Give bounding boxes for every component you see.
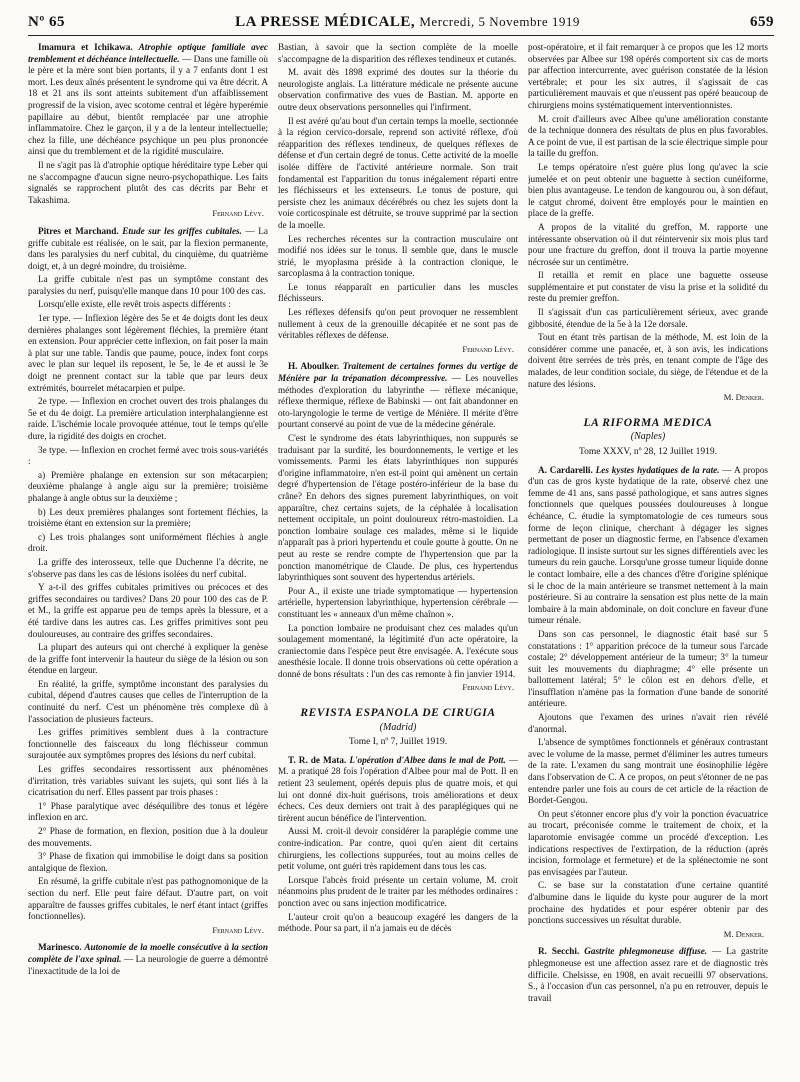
section-city: (Naples) bbox=[630, 431, 666, 443]
article-text: — Dans une famille où le père et la mère sont bien portants, il y a 7 enfants dont 1 est mort. Les deux aînés présentent le syndrome qui va être décrit. A 18 et 21 ans ils sont atteints subitement d'un affaiblissement progressif de la vision, avec scotome central et légère hyperémie papillaire au début, bientôt remplacée par une atrophie inflammatoire. Chez le garçon, il y a de la lenteur intellectuelle; chez la fille, une déchéance psychique un peu plus prononcée ainsi que du tremblement et de la rigidité musculaire. bbox=[28, 53, 268, 157]
paragraph: On peut s'étonner encore plus d'y voir la ponction évacuatrice au trocart, préconisée comme le traitement de choix, et la laparotomie envisagée comme un procédé d'exception. Les indications respectives de l'extirpation, de la réduction (après incision, formolage et fermeture) et de la splénectomie ne sont pas envisagées par l'auteur. bbox=[528, 808, 768, 877]
paragraph: En réalité, la griffe, symptôme inconstant des paralysies du cubital, dépend d'autres causes que celles de l'interruption de la continuité du nerf. C'est un phénomène très complexe dû à l'association de plusieurs facteurs. bbox=[28, 678, 268, 724]
paragraph: La griffe cubitale n'est pas un symptôme constant des paralysies du nerf, puisqu'elle manque dans 10 pour 100 des cas. bbox=[28, 274, 268, 296]
paragraph: Le tonus réapparaît en particulier dans les muscles fléchisseurs. bbox=[278, 281, 518, 304]
issue-number: Nº 65 bbox=[28, 14, 66, 30]
section-volume: Tome I, nº 7, Juillet 1919. bbox=[348, 737, 448, 748]
article-abstract bbox=[28, 42, 268, 158]
column-3 bbox=[528, 42, 768, 1074]
paragraph: Les griffes secondaires ressortissent aux phénomènes d'irritation, très variables suivant les sujets, qui sont liés à la cicatrisation du nerf. Elles passent par trois phases : bbox=[28, 764, 268, 798]
paragraph: La griffe des interosseux, telle que Duchenne l'a décrite, ne s'observe pas dans les cas de lésions isolées du nerf cubital. bbox=[28, 556, 268, 579]
paragraph: C. se base sur la constatation d'une certaine quantité d'albumine dans le liquide du kyste pour augurer de la mort prochaine des hydatides et pour espérer obtenir par des ponctions successives un résultat durable. bbox=[528, 880, 768, 926]
section-journal-title: REVISTA ESPANOLA DE CIRUGIA bbox=[300, 707, 496, 720]
section-journal-title: LA RIFORMA MEDICA bbox=[583, 416, 713, 429]
article-text: — La neurologie de guerre a démontré l'inexactitude de la loi de bbox=[28, 953, 268, 976]
paragraph: Il s'agissait d'un cas particulièrement sérieux, avec grande gibbosité, étendue de la 5e à la 12e dorsale. bbox=[528, 307, 768, 329]
paragraph: Ajoutons que l'examen des urines n'avait rien révélé d'anormal. bbox=[528, 712, 768, 734]
paragraph: L'absence de symptômes fonctionnels et généraux contrastant avec le volume de la masse, permet d'éliminer les autres tumeurs de la rate. L'examen du sang montrait une éosinophilie légère dans l'observation de C. A ce propos, on peut s'étonner de ne pas entendre parler une fois au cours de cet article de la réaction de Bordet-Gengou. bbox=[528, 737, 768, 806]
signature: Fernand Lévy. bbox=[462, 682, 514, 693]
signature: Fernand Lévy. bbox=[212, 208, 264, 219]
paragraph: post-opératoire, et il fait remarquer à ce propos que les 12 morts observées par Albee sur 198 opérés comportent six cas de morts par affection intercurrente, avec guérison constatée de la lésion vertébrale; et pour les six autres, il s'agissait de cas particulièrement mauvais et que n'eussent pas opéré beaucoup de chirurgiens moins systématiquement interventionnistes. bbox=[528, 42, 768, 110]
paragraph: Tout en étant très partisan de la méthode, M. est loin de la considérer comme une panacée, et, à son avis, les indications doivent être serrées de très près, en tenant compte de l'âge des malades, de leur condition sociale, du siège, de l'étendue et de la nature des lésions. bbox=[528, 332, 768, 389]
paragraph: c) Les trois phalanges sont uniformément fléchies à angle droit. bbox=[28, 531, 268, 554]
paragraph: Dans son cas personnel, le diagnostic était basé sur 5 constatations : 1° apparition précoce de la tumeur sous l'arcade costale; 2° développement antérieur de la tumeur; 3° la tumeur suit les mouvements du diaphragme; 4° elle présente un ballottement latéral; 5° le côlon est en dehors d'elle, et l'insufflation n'amène pas la formation d'une bande de sonorité antérieure. bbox=[528, 628, 768, 709]
paragraph: Il ne s'agit pas là d'atrophie optique héréditaire type Leber qui ne s'accompagne d'aucun signe neuro-psychopathique. Les faits signalés se rapprochent plutôt des cas décrits par Behr et Takashima. bbox=[28, 159, 268, 205]
page-header bbox=[28, 14, 774, 36]
paragraph: En résumé, la griffe cubitale n'est pas pathognomonique de la section du nerf. Elle peut faire défaut. D'autre part, on voit apparaître de fausses griffes cubitales, le nerf étant intact (griffes fonctionnelles). bbox=[28, 876, 268, 922]
columns bbox=[28, 42, 774, 1074]
paragraph: 3e type. — Inflexion en crochet fermé avec trois sous-variétés : bbox=[28, 444, 268, 467]
paragraph: 2° Phase de formation, en flexion, position due à la douleur des mouvements. bbox=[28, 826, 268, 848]
paragraph: Aussi M. croit-il devoir considérer la paraplégie comme une contre-indication. Par contre, quoi qu'en aient dit certains chirurgiens, les collections suppurées, tout au moins celles de petit volume, ont guéri très rapidement dans tous les cas. bbox=[278, 826, 518, 872]
signature: Fernand Lévy. bbox=[462, 343, 514, 354]
paragraph: M. avait dès 1898 exprimé des doutes sur la théorie du neurologiste anglais. La littérature médicale ne présente aucune observation confirmative des vues de Bastian. M. apporte en outre deux observations personnelles qui l'infirment. bbox=[278, 67, 518, 112]
article-text: — Les nouvelles méthodes d'exploration du labyrinthe — réflexe mécanique, réflexe thermique, réflexe de Babinski — ont fait abandonner en oto-laryngologie le terme de vertige de Ménière. Il mérite d'être pourtant conservé au point de vue de la médecine générale. bbox=[278, 373, 518, 430]
column-2 bbox=[278, 42, 518, 1074]
paragraph: Pour A., il existe une triade symptomatique — hypertension artérielle, hypertension labyrinthique, hypertension cérébrale — constituant les « anneaux d'un même chaînon ». bbox=[278, 585, 518, 619]
paragraph: C'est le syndrome des états labyrinthiques, non suppurés se traduisant par la surdité, les bourdonnements, le vertige et les vomissements. Parmi les états labyrinthiques non suppurés d'origine inflammatoire, n'en est-il point qui amènent un certain degré d'hypertension de l'étage postéro-inférieur de la base du crâne? En dehors des signes purement labyrinthiques, on voit apparaître, chez certains sujets, de la céphalée à localisation nettement occipitale, un point douloureux rétro-mastoïdien. La ponction lombaire soulage ces malades, même si le liquide n'apparaît pas à priori hypertendu et coule goutte à goutte. On ne peut au reste se rendre compte de l'hypertension que par la ponction manométrique de Claude. De plus, ces hypertendus labyrinthiques sont souvent des hypertendus artériels. bbox=[278, 433, 518, 583]
signature: Fernand Lévy. bbox=[212, 924, 264, 935]
article-abstract bbox=[528, 465, 768, 627]
paragraph: a) Première phalange en extension sur son métacarpien; deuxième phalange à angle aigu sur la première; troisième phalange à angle obtus sur la deuxième ; bbox=[28, 469, 268, 503]
article-title: Etude sur les griffes cubitales. bbox=[122, 225, 242, 236]
paragraph: 3° Phase de fixation qui immobilise le doigt dans sa position antalgique de flexion. bbox=[28, 851, 268, 873]
article-author: A. Cardarelli. bbox=[538, 464, 593, 475]
paragraph: Lorsque l'abcès froid présente un certain volume, M. croit néanmoins plus prudent de le traiter par les méthodes ordinaires : ponction avec ou sans injection modificatrice. bbox=[278, 874, 518, 908]
column-1 bbox=[28, 42, 268, 1074]
paragraph: Il retailla et remit en place une baguette osseuse supplémentaire et put constater de visu la prise et la solidité du reste du premier greffon. bbox=[528, 270, 768, 304]
article-author: R. Secchi. bbox=[538, 946, 580, 957]
article-author: H. Aboulker. bbox=[288, 361, 340, 372]
paragraph: Le temps opératoire n'est guère plus long qu'avec la scie jumelée et on peut obtenir une baguette à section cunéiforme, bien plus avantageuse. Le tendon de kangourou ou, à son défaut, le catgut chromé, doivent être employés pour le maintien en place de la greffe. bbox=[528, 161, 768, 219]
issue-date: Mercredi, 5 Novembre 1919 bbox=[419, 14, 580, 29]
article-text: — La gastrite phlegmoneuse est une affection assez rare et de diagnostic très difficile. Chelsisse, en 1908, en avait recueilli 97 observations. S., à l'occasion d'un cas personnel, n'a pu en retrouver, depuis le travail bbox=[528, 946, 768, 1003]
article-title: Autonomie de la moelle consécutive à la section complète de l'axe spinal. bbox=[28, 942, 268, 964]
article-abstract bbox=[278, 361, 518, 431]
article-text: — A propos d'un cas de gros kyste hydatique de la rate, observé chez une femme de 41 ans, sans passé pathologique, et sans autres signes fonctionnels que quelques poussées douloureuses à longue échéance, C. étudie la symptomatologie de ces tumeurs sous forme de leçon clinique, cherchant à dégager les signes permettant de poser un diagnostic ferme, en l'absence d'examen radiologique. Il insiste surtout sur les signes différentiels avec les tumeurs du rein gauche. Lorsqu'une grosse tumeur liquide donne le contact lombaire, elle a des chances d'être d'origine splénique si le choc de la main antérieure se transmet nettement à la main postérieure. Si au contraire la sensation est plus nette de la main lombaire à la main abdominale, on doit conclure en faveur d'une tumeur rénale. bbox=[528, 464, 768, 626]
paragraph: 1° Phase paralytique avec déséquilibre des tonus et légère inflexion en arc. bbox=[28, 800, 268, 823]
article-author: Marinesco. bbox=[38, 942, 82, 953]
article-author: T. R. de Mata. bbox=[288, 754, 347, 765]
paragraph: Les griffes primitives semblent dues à la contracture fonctionnelle des faisceaux du long fléchisseur commun surajoutée aux symptômes propres des lésions du nerf cubital. bbox=[28, 727, 268, 761]
journal-name: LA PRESSE MÉDICALE, bbox=[235, 14, 416, 30]
paragraph: Bastian, à savoir que la section complète de la moelle s'accompagne de la disparition des réflexes tendineux et cutanés. bbox=[278, 42, 518, 64]
paragraph: A propos de la vitalité du greffon, M. rapporte une intéressante observation où il dut réintervenir six mois plus tard pour une fracture du greffon, dont il trouva la partie moyenne nécrosée sur un centimètre. bbox=[528, 221, 768, 267]
paragraph: M. croit d'ailleurs avec Albee qu'une amélioration constante de la technique donnera des résultats de plus en plus favorables. A ce point de vue, il est partisan de la scie électrique simple pour la taille du greffon. bbox=[528, 113, 768, 159]
signature: M. Denker. bbox=[723, 392, 764, 403]
article-title: L'opération d'Albee dans le mal de Pott. bbox=[349, 754, 506, 765]
article-abstract bbox=[278, 755, 518, 825]
paragraph: 1er type. — Inflexion légère des 5e et 4e doigts dont les deux dernières phalanges sont légèrement fléchies, la première étant en extension. Pour apprécier cette inflexion, on fait poser la main à plat sur une table. Tandis que paume, pouce, index font corps avec le plan sur lequel ils reposent, le 5e, le 4e et aussi le 3e doigt ne prennent contact sur la table que par leurs deux extrémités, bourrelet métacarpien et pulpe. bbox=[28, 313, 268, 393]
article-author: Imamura et Ichikawa. bbox=[38, 42, 133, 52]
journal-title bbox=[235, 14, 580, 31]
article-abstract bbox=[28, 226, 268, 272]
paragraph: Lorsqu'elle existe, elle revêt trois aspects différents : bbox=[38, 299, 231, 310]
article-title: Les kystes hydatiques de la rate. bbox=[595, 464, 720, 475]
signature: M. Denker. bbox=[723, 928, 764, 939]
article-abstract bbox=[528, 946, 768, 1004]
article-title: Atrophie optique familiale avec tremblement et déchéance intellectuelle. bbox=[28, 42, 268, 64]
paragraph: Il est avéré qu'au bout d'un certain temps la moelle, sectionnée à la région cervico-dorsale, reprend son activité réflexe, d'où réapparition des réflexes tendineux, de quelques réflexes de défense et d'un certain degré de tonus. Cette activité de la moelle isolée diffère de l'activité antérieure normale. Son trait fondamental est l'apparition du tonus inégalement réparti entre les fléchisseurs et les extenseurs. Le tonus de posture, qui persiste chez les animaux décérébrés ou chez les sujets dont la voie corticospinale est détruite, se trouve supprimé par la section de la moelle. bbox=[278, 115, 518, 230]
paragraph: 2e type. — Inflexion en crochet ouvert des trois phalanges du 5e et du 4e doigt. La première articulation interphalangienne est raide. L'ischémie locale provoquée atténue, tout le temps qu'elle dure, la rigidité des doigts en crochet. bbox=[28, 396, 268, 441]
paragraph: La plupart des auteurs qui ont cherché à expliquer la genèse de la griffe font intervenir la hauteur du siège de la lésion ou son étendue en largeur. bbox=[28, 642, 268, 676]
section-volume: Tome XXXV, nº 28, 12 Juillet 1919. bbox=[578, 447, 717, 457]
article-title: Gastrite phlegmoneuse diffuse. bbox=[584, 946, 708, 957]
section-city: (Madrid) bbox=[379, 721, 417, 733]
page-folio: 659 bbox=[750, 14, 774, 30]
article-text: — M. a pratiqué 28 fois l'opération d'Albee pour mal de Pott. Il en retient 23 seulement, opérés depuis plus de quatre mois, et qui lui ont donné dix-huit guérisons, trois améliorations et deux échecs. Ces deux derniers ont trait à des paraplégiques qui ne tirèrent aucun bénéfice de l'intervention. bbox=[278, 754, 518, 823]
paragraph: b) Les deux premières phalanges sont fortement fléchies, la troisième étant en extension sur la première; bbox=[28, 506, 268, 529]
paragraph: Les réflexes défensifs qu'on peut provoquer ne ressemblent nullement à ceux de la grenouille décapitée et ne sont pas de véritables réflexes de défense. bbox=[278, 307, 518, 341]
paragraph: La ponction lombaire ne produisant chez ces malades qu'un soulagement momentané, la légitimité d'un acte opératoire, la craniectomie dans l'espèce peut être envisagée. A. l'exécute sous anesthésie locale. Il donne trois observations où cette opération a donné de bons résultats : l'un des cas remonte à fin janvier 1914. bbox=[278, 622, 518, 679]
article-title: Traitement de certaines formes du vertige de Ménière par la trépanation décompressive. bbox=[278, 361, 518, 384]
article-author: Pitres et Marchand. bbox=[38, 225, 119, 236]
article-text: — La griffe cubitale est réalisée, on le sait, par la flexion permanente, dans les paralysies du nerf cubital, du cinquième, du quatrième doigt, et, à un degré moindre, du troisième. bbox=[28, 225, 268, 271]
paragraph: L'auteur croit qu'on a beaucoup exagéré les dangers de la méthode. Pour sa part, il n'a jamais eu de décès bbox=[278, 911, 518, 934]
paragraph: Y a-t-il des griffes cubitales primitives ou précoces et des griffes secondaires ou tardives? Dans 20 pour 100 des cas de P. et M., la griffe est apparue peu de temps après la blessure, et a été tardive dans les autres cas. Les griffes primitives sont peu douloureuses, au contraire des griffes secondaires. bbox=[28, 582, 268, 639]
article-abstract bbox=[28, 942, 268, 977]
paragraph: Les recherches récentes sur la contraction musculaire ont modifié nos idées sur le tonus. Il semble que, dans le muscle strié, le myoplasma préside à la contraction clonique, le sarcoplasma à la contraction tonique. bbox=[278, 233, 518, 279]
